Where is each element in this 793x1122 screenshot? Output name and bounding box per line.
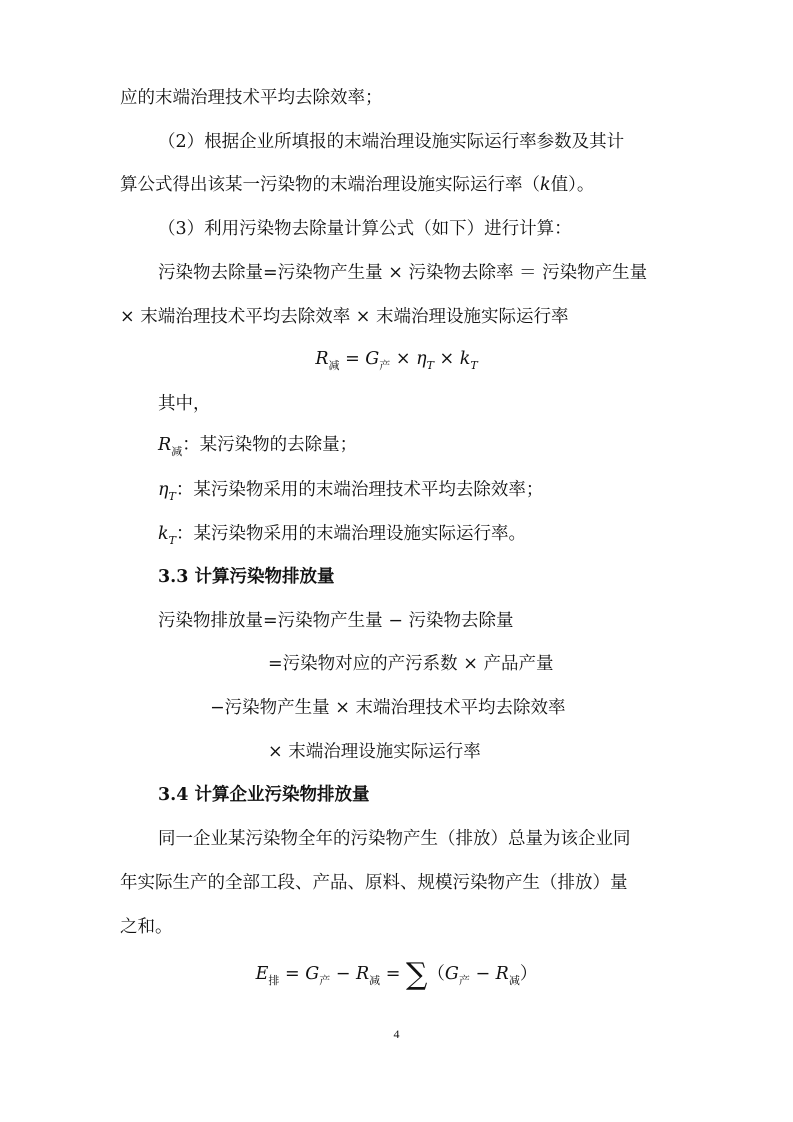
paragraph-line: （3）利用污染物去除量计算公式（如下）进行计算： bbox=[158, 219, 572, 239]
paragraph-line: 其中， bbox=[158, 394, 211, 414]
sigma-symbol: ∑ bbox=[405, 957, 428, 992]
equation-line: 污染物排放量=污染物产生量 − 污染物去除量 bbox=[158, 611, 514, 631]
paragraph-line: 之和。 bbox=[120, 917, 173, 937]
equation-line: =污染物对应的产污系数 × 产品产量 bbox=[268, 654, 554, 674]
paragraph-line: 应的末端治理技术平均去除效率； bbox=[120, 88, 383, 108]
section-heading-3-4: 3.4 计算企业污染物排放量 bbox=[158, 785, 370, 805]
equation-line: −污染物产生量 × 末端治理技术平均去除效率 bbox=[210, 698, 566, 718]
paragraph-line: × 末端治理技术平均去除效率 × 末端治理设施实际运行率 bbox=[120, 307, 569, 327]
paragraph-line bbox=[120, 173, 793, 197]
paragraph-line: 同一企业某污染物全年的污染物产生（排放）总量为该企业同 bbox=[158, 829, 631, 849]
paragraph-line: 年实际生产的全部工段、产品、原料、规模污染物产生（排放）量 bbox=[120, 873, 628, 893]
definition-eta: $\eta_T$：某污染物采用的末端治理技术平均去除效率； bbox=[158, 480, 544, 503]
page-number: 4 bbox=[393, 1027, 400, 1041]
text: 算公式得出该某一污染物的末端治理设施实际运行率（ bbox=[120, 175, 540, 195]
text: 值）。 bbox=[550, 175, 595, 195]
k-symbol: k bbox=[540, 175, 551, 195]
section-heading-3-3: 3.3 计算污染物排放量 bbox=[158, 567, 335, 587]
paragraph-line: （2）根据企业所填报的末端治理设施实际运行率参数及其计 bbox=[158, 132, 625, 152]
paragraph-line: 污染物去除量=污染物产生量 × 污染物去除率 ＝ 污染物产生量 bbox=[158, 263, 648, 283]
formula-emission: $E_排 = G_产 - R_减 = \sum(G_产 - R_减)$ bbox=[255, 957, 538, 992]
definition-k: $k_T$：某污染物采用的末端治理设施实际运行率。 bbox=[158, 524, 526, 547]
equation-line: × 末端治理设施实际运行率 bbox=[268, 742, 481, 762]
definition-r: $R_减$：某污染物的去除量； bbox=[158, 435, 358, 458]
formula-removal: $R_减 = G_产 \times \eta_T \times k_T$ bbox=[315, 349, 478, 372]
